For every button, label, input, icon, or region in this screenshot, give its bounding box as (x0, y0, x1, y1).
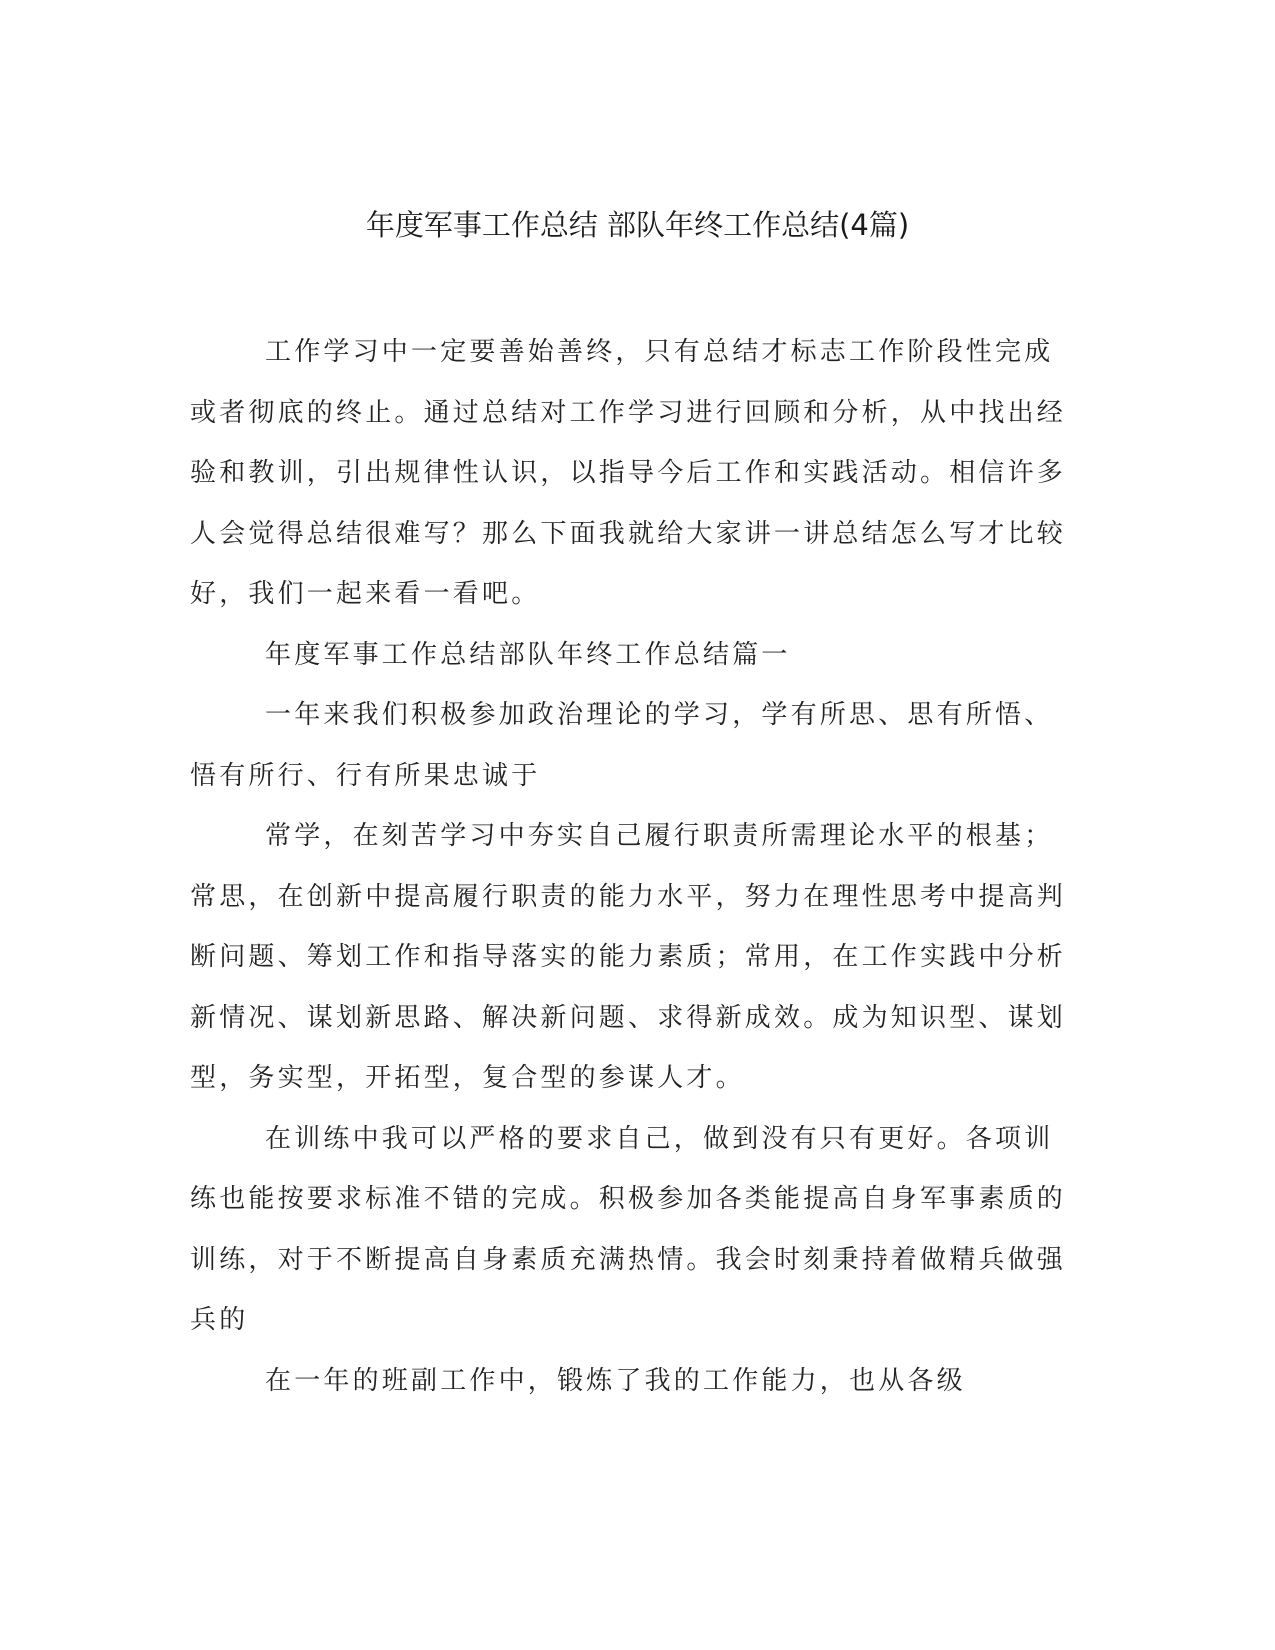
paragraph: 在一年的班副工作中，锻炼了我的工作能力，也从各级 (265, 1365, 966, 1396)
paragraph-intro: 工作学习中一定要善始善终，只有总结才标志工作阶段性完成或者彻底的终止。通过总结对工作学习进行回顾和分析，从中找出经验和教训，引出规律性认识，以指导今后工作和实践活动。相信许多人会觉得总结很难写？那么下面我就给大家讲一讲总结怎么写才比较好，我们一起来看一看吧。 (190, 337, 1067, 609)
document-body (190, 322, 1080, 1411)
paragraph: 在训练中我可以严格的要求自己，做到没有只有更好。各项训练也能按要求标准不错的完成。积极参加各类能提高自身军事素质的训练，对于不断提高自身素质充满热情。我会时刻秉持着做精兵做强兵的 (190, 1123, 1067, 1335)
paragraph: 一年来我们积极参加政治理论的学习，学有所思、思有所悟、悟有所行、行有所果忠诚于 (190, 700, 1054, 791)
document-title: 年度军事工作总结 部队年终工作总结(4篇) (365, 208, 910, 242)
section-heading: 年度军事工作总结部队年终工作总结篇一 (265, 639, 791, 670)
paragraph: 常学，在刻苦学习中夯实自己履行职责所需理论水平的根基；常思，在创新中提高履行职责的能力水平，努力在理性思考中提高判断问题、筹划工作和指导落实的能力素质；常用，在工作实践中分析新情况、谋划新思路、解决新问题、求得新成效。成为知识型、谋划型，务实型，开拓型，复合型的参谋人才。 (190, 821, 1067, 1093)
